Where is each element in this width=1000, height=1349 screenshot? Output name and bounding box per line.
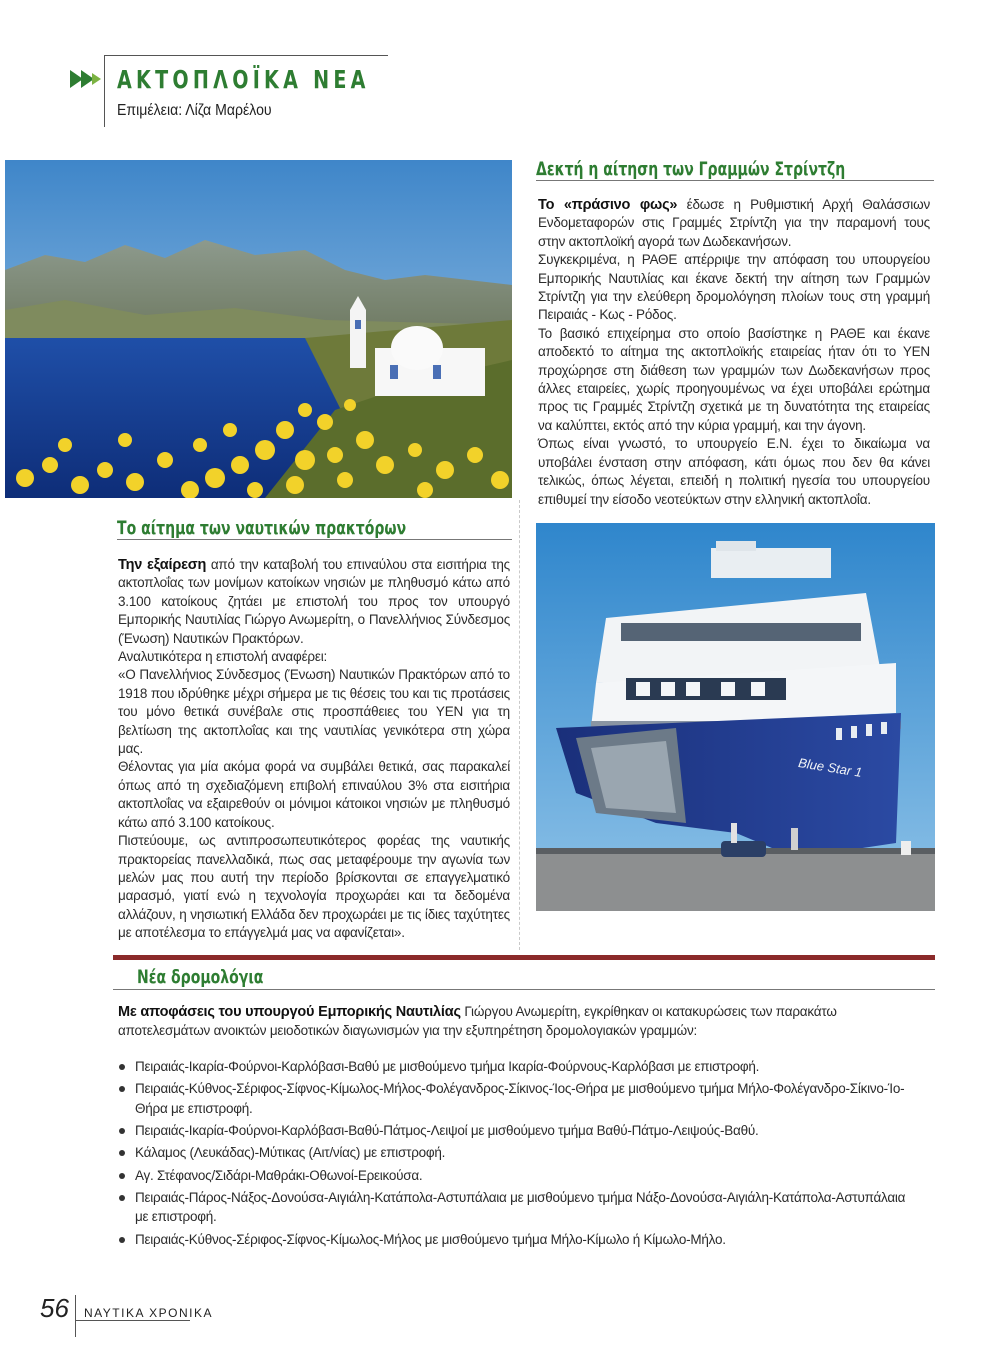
bullet-icon xyxy=(119,1150,125,1156)
bullet-icon xyxy=(119,1237,125,1243)
agents-heading: Το αίτημα των ναυτικών πρακτόρων xyxy=(117,517,407,539)
route-item: Πειραιάς-Κύθνος-Σέριφος-Σίφνος-Κίμωλος-Μήλος με μισθούμενο τμήμα Μήλο-Κίμωλο ή Κίμωλο-Μήλο. xyxy=(118,1230,918,1250)
agents-p3: «Ο Πανελλήνιος Σύνδεσμος (Ένωση) Ναυτικών Πρακτόρων από το 1918 που ιδρύθηκε μέχρι σήμερα με τις θέσεις του και τις προτάσεις του μόνο θετικά συνέβαλε στις προσπάθειες του ΥΕΝ για τη βελτίωση της ακτοπλοΐας και της ναυτιλίας γενικότερα στη χώρα μας. xyxy=(118,667,510,757)
new-routes-accent-bar xyxy=(113,955,935,960)
new-routes-heading: Νέα δρομολόγια xyxy=(137,966,264,988)
header-side-rule xyxy=(104,55,105,127)
island-church-photo xyxy=(5,160,512,498)
strintzis-heading: Δεκτή η αίτηση των Γραμμών Στρίντζη xyxy=(536,158,846,180)
route-item: Πειραιάς-Κύθνος-Σέριφος-Σίφνος-Κίμωλος-Μήλος-Φολέγανδρος-Σίκινος-Ίος-Θήρα με μισθούμενο τμήμα Μήλο-Φολέγανδρο-Σίκινο-Ίο-Θήρα με επιστροφή. xyxy=(118,1079,918,1118)
bullet-icon xyxy=(119,1173,125,1179)
header-top-rule xyxy=(105,55,388,56)
routes-list xyxy=(118,1057,918,1252)
section-title: ΑΚΤΟΠΛΟΪΚΑ ΝΕΑ xyxy=(117,65,370,94)
footer-vertical-rule xyxy=(75,1295,76,1337)
column-divider xyxy=(519,500,520,950)
agents-p2: Αναλυτικότερα η επιστολή αναφέρει: xyxy=(118,649,328,665)
new-routes-lead: Με αποφάσεις του υπουργού Εμπορικής Ναυτιλίας xyxy=(118,1004,461,1020)
route-item: Πειραιάς-Ικαρία-Φούρνοι-Καρλόβασι-Βαθύ-Πάτμος-Λειψοί με μισθούμενο τμήμα Βαθύ-Πάτμο-Λειψούς-Βαθύ. xyxy=(118,1121,918,1141)
editor-credit: Επιμέλεια: Λίζα Μαρέλου xyxy=(117,102,272,119)
bullet-icon xyxy=(119,1086,125,1092)
agents-heading-rule xyxy=(117,539,512,540)
new-routes-heading-rule xyxy=(113,989,935,990)
bullet-icon xyxy=(119,1064,125,1070)
ship-name-label: Blue Star 1 xyxy=(797,755,864,780)
new-routes-intro xyxy=(118,1003,918,1040)
double-arrow-icon xyxy=(70,68,110,90)
strintzis-p4: Όπως είναι γνωστό, το υπουργείο Ε.Ν. έχει το δικαίωμα να υποβάλει ένσταση στην απόφαση, κάτι όμως που δεν θα κάνει τελικώς, όπως λέγεται, επειδή η πολιτική ηγεσία του υπουργείου επιθυμεί την είσοδο νεοτεύκτων στην ελληνική ακτοπλοΐα. xyxy=(538,436,930,507)
route-item: Πειραιάς-Ικαρία-Φούρνοι-Καρλόβασι-Βαθύ με μισθούμενο τμήμα Ικαρία-Φούρνους-Καρλόβασι με επιστροφή. xyxy=(118,1057,918,1077)
agents-body xyxy=(118,556,510,943)
footer-horizontal-rule xyxy=(75,1320,190,1321)
ferry-photo xyxy=(536,523,935,911)
new-routes-intro-text: Γιώργου Ανωμερίτη, εγκρίθηκαν οι κατακυρώσεις των παρακάτω αποτελεσμάτων ανοικτών μειοδοτικών διαγωνισμών για την εξυπηρέτηση δρομολογιακών γραμμών: xyxy=(118,1004,837,1038)
page-number: 56 xyxy=(40,1293,69,1323)
agents-lead: Την εξαίρεση xyxy=(118,557,207,573)
strintzis-p2: Συγκεκριμένα, η ΡΑΘΕ απέρριψε την απόφαση του υπουργείου Εμπορικής Ναυτιλίας και έκανε δεκτή την αίτηση των Γραμμών Στρίντζη για την ελεύθερη δρομολόγηση πλοίων τους στη γραμμή Πειραιάς - Κως - Ρόδος. xyxy=(538,252,930,323)
route-item: Κάλαμος (Λευκάδας)-Μύτικας (Αιτ/νίας) με επιστροφή. xyxy=(118,1143,918,1163)
agents-p4: Θέλοντας για μία ακόμα φορά να συμβάλει θετικά, σας παρακαλεί όπως από τη σχεδιαζόμενη επιβολή επιναύλου 3% στα εισιτήρια ακτοπλοΐας να εξαιρεθούν οι μόνιμοι κάτοικοι νησιών με πληθυσμό κάτω από 3.100 κατοίκους. xyxy=(118,759,510,830)
strintzis-heading-rule xyxy=(536,180,934,181)
route-item: Πειραιάς-Πάρος-Νάξος-Δονούσα-Αιγιάλη-Κατάπολα-Αστυπάλαια με μισθούμενο τμήμα Νάξο-Δονούσα-Αιγιάλη-Κατάπολα-Αστυπάλαια με επιστροφή. xyxy=(118,1188,918,1227)
strintzis-body xyxy=(538,196,930,509)
route-item: Αγ. Στέφανος/Σιδάρι-Μαθράκι-Οθωνοί-Ερεικούσα. xyxy=(118,1166,918,1186)
agents-p1: από την καταβολή του επιναύλου στα εισιτήρια της ακτοπλοΐας των μονίμων κατοίκων νησιών με πληθυσμό κάτω από 3.100 κατοίκους ζητάει με επιστολή του προς τον υπουργό Εμπορικής Ναυτιλίας Γιώργο Ανωμερίτη, ο Πανελλήνιος Σύνδεσμος (Ένωση) Ναυτικών Πρακτόρων. xyxy=(118,557,510,646)
bullet-icon xyxy=(119,1195,125,1201)
strintzis-p1: έδωσε η Ρυθμιστική Αρχή Θαλάσσιων Ενδομεταφορών στις Γραμμές Στρίντζη για την παραμονή τους στην ακτοπλοϊκή αγορά των Δωδεκανήσων. xyxy=(538,197,931,249)
strintzis-lead: Το «πράσινο φως» xyxy=(538,197,678,213)
bullet-icon xyxy=(119,1128,125,1134)
magazine-name: ΝΑΥΤΙΚΑ ΧΡΟΝΙΚΑ xyxy=(84,1306,213,1320)
strintzis-p3: Το βασικό επιχείρημα στο οποίο βασίστηκε η ΡΑΘΕ και έκανε αποδεκτό το αίτημα της ακτοπλοϊκής εταιρείας ήταν ότι το ΥΕΝ προχώρησε στη διάθεση των γραμμών των Δωδεκανήσων προς άλλες εταιρείες, χωρίς προηγουμένως να έχει υποβάλει ερώτημα προς τις Γραμμές Στρίντζη σχετικά με τη δυνατότητα της εταιρείας να καλύπτει, εκτός από την κύρια γραμμή, και την άγονη. xyxy=(538,325,930,433)
agents-p5: Πιστεύουμε, ως αντιπροσωπευτικότερος φορέας της ναυτικής πρακτορείας πανελλαδικά, πως σας μεταφέρουμε την αγωνία των μελών μας που αυτή την περίοδο βρίσκονται σε επαγγελματικό μαρασμό, γιατί ενώ η τεχνολογία προχωράει και τα δεδομένα αλλάζουν, η νησιωτική Ελλάδα δεν προχωράει με τις ίδιες ταχύτητες με αποτέλεσμα το επάγγελμά μας να αφανίζεται». xyxy=(118,833,510,941)
